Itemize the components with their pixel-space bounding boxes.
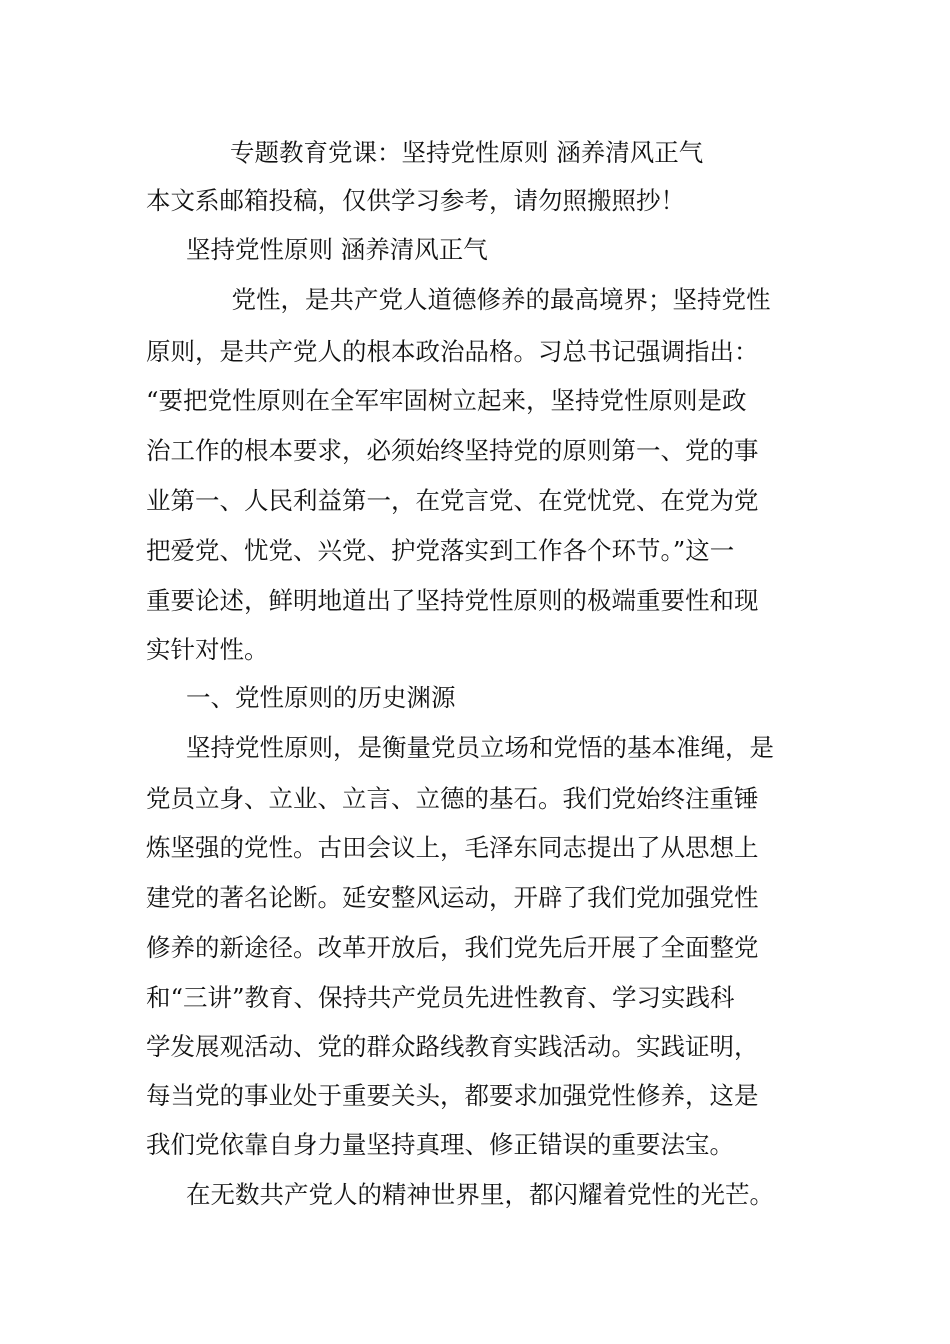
paragraph-line: 把爱党、忧党、兴党、护党落实到工作各个环节。”这一 [146,536,735,565]
paragraph-line: 党员立身、立业、立言、立德的基石。我们党始终注重锤 [146,784,759,813]
paragraph-line: 炼坚强的党性。古田会议上，毛泽东同志提出了从思想上 [146,833,759,862]
document-title: 专题教育党课：坚持党性原则 涵养清风正气 [230,138,704,167]
paragraph-line: 重要论述，鲜明地道出了坚持党性原则的极端重要性和现 [146,586,759,615]
section-subtitle: 坚持党性原则 涵养清风正气 [186,235,488,264]
paragraph-line: 原则，是共产党人的根本政治品格。习总书记强调指出： [146,337,759,366]
submission-notice: 本文系邮箱投稿，仅供学习参考，请勿照搬照抄！ [146,186,685,215]
paragraph-line: 修养的新途径。改革开放后，我们党先后开展了全面整党 [146,933,759,962]
paragraph-line: 实针对性。 [146,635,269,664]
paragraph-line: 建党的著名论断。延安整风运动，开辟了我们党加强党性 [146,883,759,912]
paragraph-line: 坚持党性原则，是衡量党员立场和党悟的基本准绳，是 [186,733,774,762]
paragraph-line: 治工作的根本要求，必须始终坚持党的原则第一、党的事 [146,436,759,465]
paragraph-line: 在无数共产党人的精神世界里，都闪耀着党性的光芒。 [186,1180,774,1209]
paragraph-line: 每当党的事业处于重要关头，都要求加强党性修养，这是 [146,1081,759,1110]
paragraph-line: 和“三讲”教育、保持共产党员先进性教育、学习实践科 [146,983,735,1012]
paragraph-line: 学发展观活动、党的群众路线教育实践活动。实践证明， [146,1032,759,1061]
paragraph-line: 业第一、人民利益第一，在党言党、在党忧党、在党为党 [146,486,759,515]
section-heading: 一、党性原则的历史渊源 [186,683,456,712]
paragraph-line: 党性，是共产党人道德修养的最高境界；坚持党性 [207,285,771,314]
paragraph-line: “要把党性原则在全军牢固树立起来，坚持党性原则是政 [146,386,747,415]
paragraph-line: 我们党依靠自身力量坚持真理、修正错误的重要法宝。 [146,1130,734,1159]
